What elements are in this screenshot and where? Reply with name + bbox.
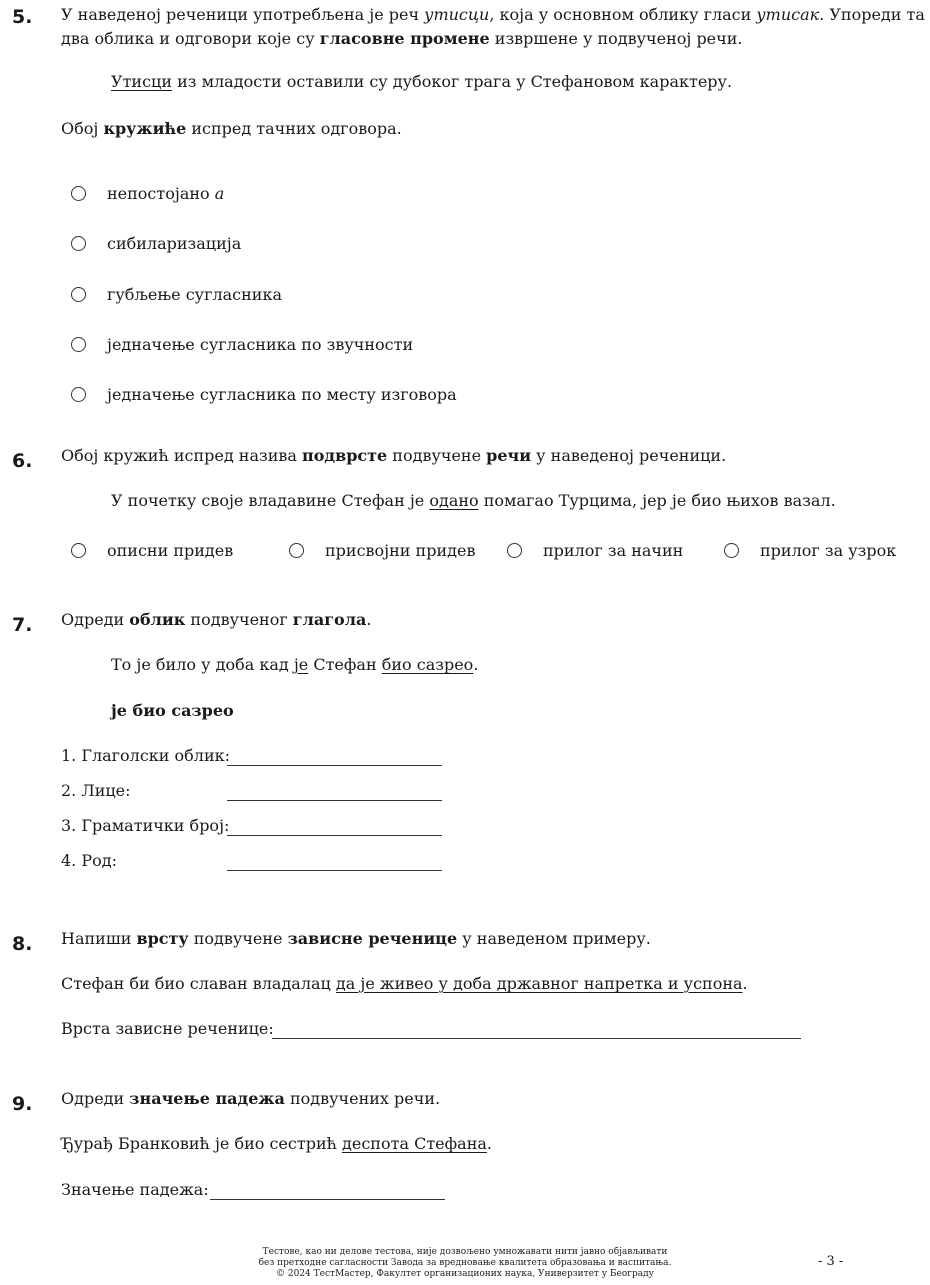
q5-option-3[interactable] — [71, 285, 282, 304]
q7-field-2-label: 2. Лице: — [61, 781, 131, 800]
footer-copyright-line-2: без претходне сагласности Завода за вредновање квалитета образовања и васпитања. — [258, 1258, 672, 1268]
question-5-prompt-line-1 — [61, 4, 925, 26]
italic-text: утисци — [424, 5, 490, 24]
underlined-text: одано — [429, 491, 479, 510]
text-run: Обој — [61, 119, 104, 138]
text-run: У наведеној реченици употребљена је реч — [61, 5, 425, 24]
q6-option-1-label: описни придев — [107, 541, 234, 560]
text-run: . — [473, 655, 479, 674]
underlined-text: деспота Стефана — [342, 1134, 487, 1153]
radio-circle-icon[interactable] — [71, 337, 86, 352]
q5-option-2[interactable] — [71, 234, 241, 253]
q7-field-3-answer-line[interactable] — [227, 819, 442, 836]
text-run: из младости оставили су дубоког трага у Стефановом карактеру. — [172, 72, 733, 91]
underlined-text: био сазрео — [381, 655, 474, 674]
text-run: једначење сугласника по звучности — [107, 335, 414, 354]
q5-option-5-label — [107, 385, 457, 404]
text-run: у наведеној реченици. — [531, 446, 727, 465]
question-8-number: 8. — [12, 933, 33, 955]
italic-text: а — [214, 184, 225, 203]
question-5-number: 5. — [12, 6, 33, 28]
bold-text: зависне реченице — [287, 929, 458, 948]
text-run: подвучене — [188, 929, 288, 948]
question-7-subject: је био сазрео — [111, 701, 234, 720]
text-run: сибиларизација — [107, 234, 242, 253]
question-8-prompt — [61, 928, 651, 950]
underlined-text: Утисци — [111, 72, 172, 91]
q6-option-1[interactable] — [71, 541, 233, 560]
text-run: . Упореди та — [819, 5, 925, 24]
text-run: Напиши — [61, 929, 137, 948]
radio-circle-icon[interactable] — [71, 186, 86, 201]
q5-option-1[interactable] — [71, 184, 224, 203]
text-run: У почетку своје владавине Стефан је — [111, 491, 430, 510]
text-run: подвучене — [387, 446, 487, 465]
question-6-prompt — [61, 445, 726, 467]
q7-field-1-label: 1. Глаголски облик: — [61, 746, 231, 765]
text-run: подвучених речи. — [284, 1089, 441, 1108]
question-7-number: 7. — [12, 614, 33, 636]
q6-option-4[interactable] — [724, 541, 896, 560]
q9-field-label: Значење падежа: — [61, 1180, 209, 1199]
question-8-example-sentence — [61, 973, 748, 995]
text-run: испред тачних одговора. — [186, 119, 402, 138]
radio-circle-icon[interactable] — [507, 543, 522, 558]
bold-text: подврсте — [302, 446, 388, 465]
text-run: Стефан би био славан владалац — [61, 974, 336, 993]
underlined-text: да је живео у доба државног напретка и успона — [335, 974, 743, 993]
underlined-text: је — [293, 655, 309, 674]
text-run: Одреди — [61, 1089, 130, 1108]
question-7-prompt — [61, 609, 371, 631]
q7-field-2-answer-line[interactable] — [227, 784, 442, 801]
q6-option-2[interactable] — [289, 541, 475, 560]
text-run: Стефан — [308, 655, 382, 674]
q7-field-4-label: 4. Род: — [61, 851, 117, 870]
text-run: Ђурађ Бранковић је био сестрић — [61, 1134, 343, 1153]
radio-circle-icon[interactable] — [724, 543, 739, 558]
text-run: извршене у подвученој речи. — [489, 29, 743, 48]
page-number: - 3 - — [818, 1254, 844, 1269]
q9-answer-line[interactable] — [210, 1183, 445, 1200]
question-9-prompt — [61, 1088, 440, 1110]
q6-option-4-label: прилог за узрок — [760, 541, 897, 560]
bold-text: врсту — [136, 929, 189, 948]
question-7-example-sentence — [111, 654, 478, 676]
text-run: , која у основном облику гласи — [489, 5, 757, 24]
q7-field-3-label: 3. Граматички број: — [61, 816, 230, 835]
text-run: подвученог — [185, 610, 293, 629]
q6-option-3-label: прилог за начин — [543, 541, 684, 560]
footer-copyright-line-3: © 2024 ТестМастер, Факултет организационих наука, Универзитет у Београду — [276, 1269, 654, 1279]
question-5-instruction — [61, 118, 402, 140]
question-6-example-sentence — [111, 490, 836, 512]
q5-option-4-label — [107, 335, 413, 354]
bold-text: речи — [486, 446, 532, 465]
text-run: . — [742, 974, 748, 993]
q7-field-1-answer-line[interactable] — [227, 749, 442, 766]
bold-text: значење падежа — [129, 1089, 285, 1108]
text-run: . — [486, 1134, 492, 1153]
radio-circle-icon[interactable] — [71, 387, 86, 402]
text-run: непостојано — [107, 184, 215, 203]
text-run: два облика и одговори које су — [61, 29, 320, 48]
text-run: Одреди — [61, 610, 130, 629]
text-run: једначење сугласника по месту изговора — [107, 385, 457, 404]
bold-text: облик — [129, 610, 186, 629]
radio-circle-icon[interactable] — [71, 543, 86, 558]
question-9-example-sentence — [61, 1133, 492, 1155]
q5-option-5[interactable] — [71, 385, 457, 404]
bold-text: гласовне промене — [319, 29, 490, 48]
q5-option-4[interactable] — [71, 335, 413, 354]
q5-option-2-label — [107, 234, 241, 253]
q6-option-3[interactable] — [507, 541, 683, 560]
q5-option-1-label — [107, 184, 224, 203]
q6-option-2-label: присвојни придев — [325, 541, 476, 560]
radio-circle-icon[interactable] — [289, 543, 304, 558]
text-run: Обој кружић испред назива — [61, 446, 303, 465]
question-9-number: 9. — [12, 1093, 33, 1115]
text-run: помагао Турцима, јер је био њихов вазал. — [478, 491, 836, 510]
question-5-example-sentence — [111, 71, 732, 93]
q7-field-4-answer-line[interactable] — [227, 854, 442, 871]
bold-text: кружиће — [103, 119, 187, 138]
bold-text: глагола — [292, 610, 367, 629]
question-5-prompt-line-2 — [61, 28, 742, 50]
italic-text: утисак — [756, 5, 820, 24]
q5-option-3-label — [107, 285, 282, 304]
text-run: губљење сугласника — [107, 285, 282, 304]
radio-circle-icon[interactable] — [71, 287, 86, 302]
footer-copyright-line-1: Тестове, као ни делове тестова, није дозвољено умножавати нити јавно објављивати — [262, 1247, 668, 1257]
text-run: у наведеном примеру. — [457, 929, 651, 948]
q8-answer-line[interactable] — [272, 1022, 801, 1039]
radio-circle-icon[interactable] — [71, 236, 86, 251]
text-run: То је било у доба кад — [111, 655, 294, 674]
q8-field-label: Врста зависне реченице: — [61, 1019, 274, 1038]
question-6-number: 6. — [12, 450, 33, 472]
text-run: . — [366, 610, 372, 629]
